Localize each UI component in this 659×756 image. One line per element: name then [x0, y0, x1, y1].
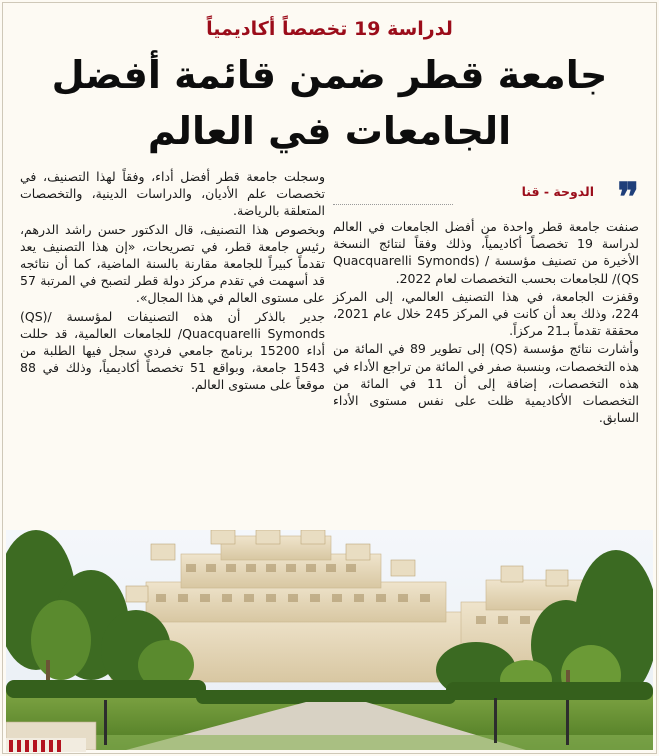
- article-kicker: لدراسة 19 تخصصاً أكاديمياً: [206, 18, 453, 40]
- paragraph: وقفزت الجامعة، في هذا التصنيف العالمي، إلى المركز 224، وذلك بعد أن كانت في المركز 245 خلال عام 2021، محققة تقدماً بـ21 مركزاً.: [333, 288, 639, 339]
- paragraph: جدير بالذكر أن هذه التصنيفات لمؤسسة /(QS) Quacquarelli Symonds/ للجامعات العالمية، قد حللت أداء 15200 برنامج جامعي فردي سجل فيها الطلبة من 1543 جامعة، وبواقع 51 تخصصاً أكاديمياً، وذلك في 88 موقعاً على مستوى العالم.: [20, 308, 325, 393]
- dateline: [333, 174, 639, 221]
- edge-bar-icon: [6, 738, 86, 752]
- paragraph: صنفت جامعة قطر واحدة من أفضل الجامعات في العالم لدراسة 19 تخصصاً أكاديمياً، وذلك وفقاً لنتائج النسخة الأخيرة من تصنيف مؤسسة / (Quacquarelli Symonds (QS/ للجامعات بحسب التخصصات لعام 2022.: [333, 219, 639, 286]
- paragraph: وسجلت جامعة قطر أفضل أداء، وفقاً لهذا التصنيف، في تخصصات علم الأديان، والدراسات الدينية، والتخصصات المتعلقة بالرياضة.: [20, 169, 325, 219]
- article-column-right: [333, 218, 639, 427]
- article-column-left: [20, 168, 325, 395]
- paragraph: وأشارت نتائج مؤسسة (QS) إلى تطوير 89 في المائة من هذه التخصصات، وبنسبة صفر في المائة من تراجع الأداء في هذه التخصصات، إضافة إلى أن 11 في المائة من التخصصات الأكاديمية ظلت على نفس مستوى الأداء السابق.: [333, 341, 639, 426]
- dateline-text: الدوحة - قنا: [521, 184, 594, 199]
- dateline-rule: [333, 204, 453, 205]
- university-building-photo: [6, 530, 653, 750]
- paragraph: وبخصوص هذا التصنيف، قال الدكتور حسن راشد الدرهم، رئيس جامعة قطر، في تصريحات، «إن هذا التصنيف يعد تقدماً كبيراً للجامعة مقارنة بالسنة الماضية، كما أن نتائجه قد أسهمت في تقدم مركز دولة قطر لتصبح في المرتبة 57 على مستوى العالم في هذا المجال».: [20, 221, 325, 306]
- article-headline-line2: الجامعات في العالم: [147, 109, 512, 153]
- quote-mark-icon: ❞: [617, 174, 639, 221]
- article-headline-line1: جامعة قطر ضمن قائمة أفضل: [51, 53, 608, 97]
